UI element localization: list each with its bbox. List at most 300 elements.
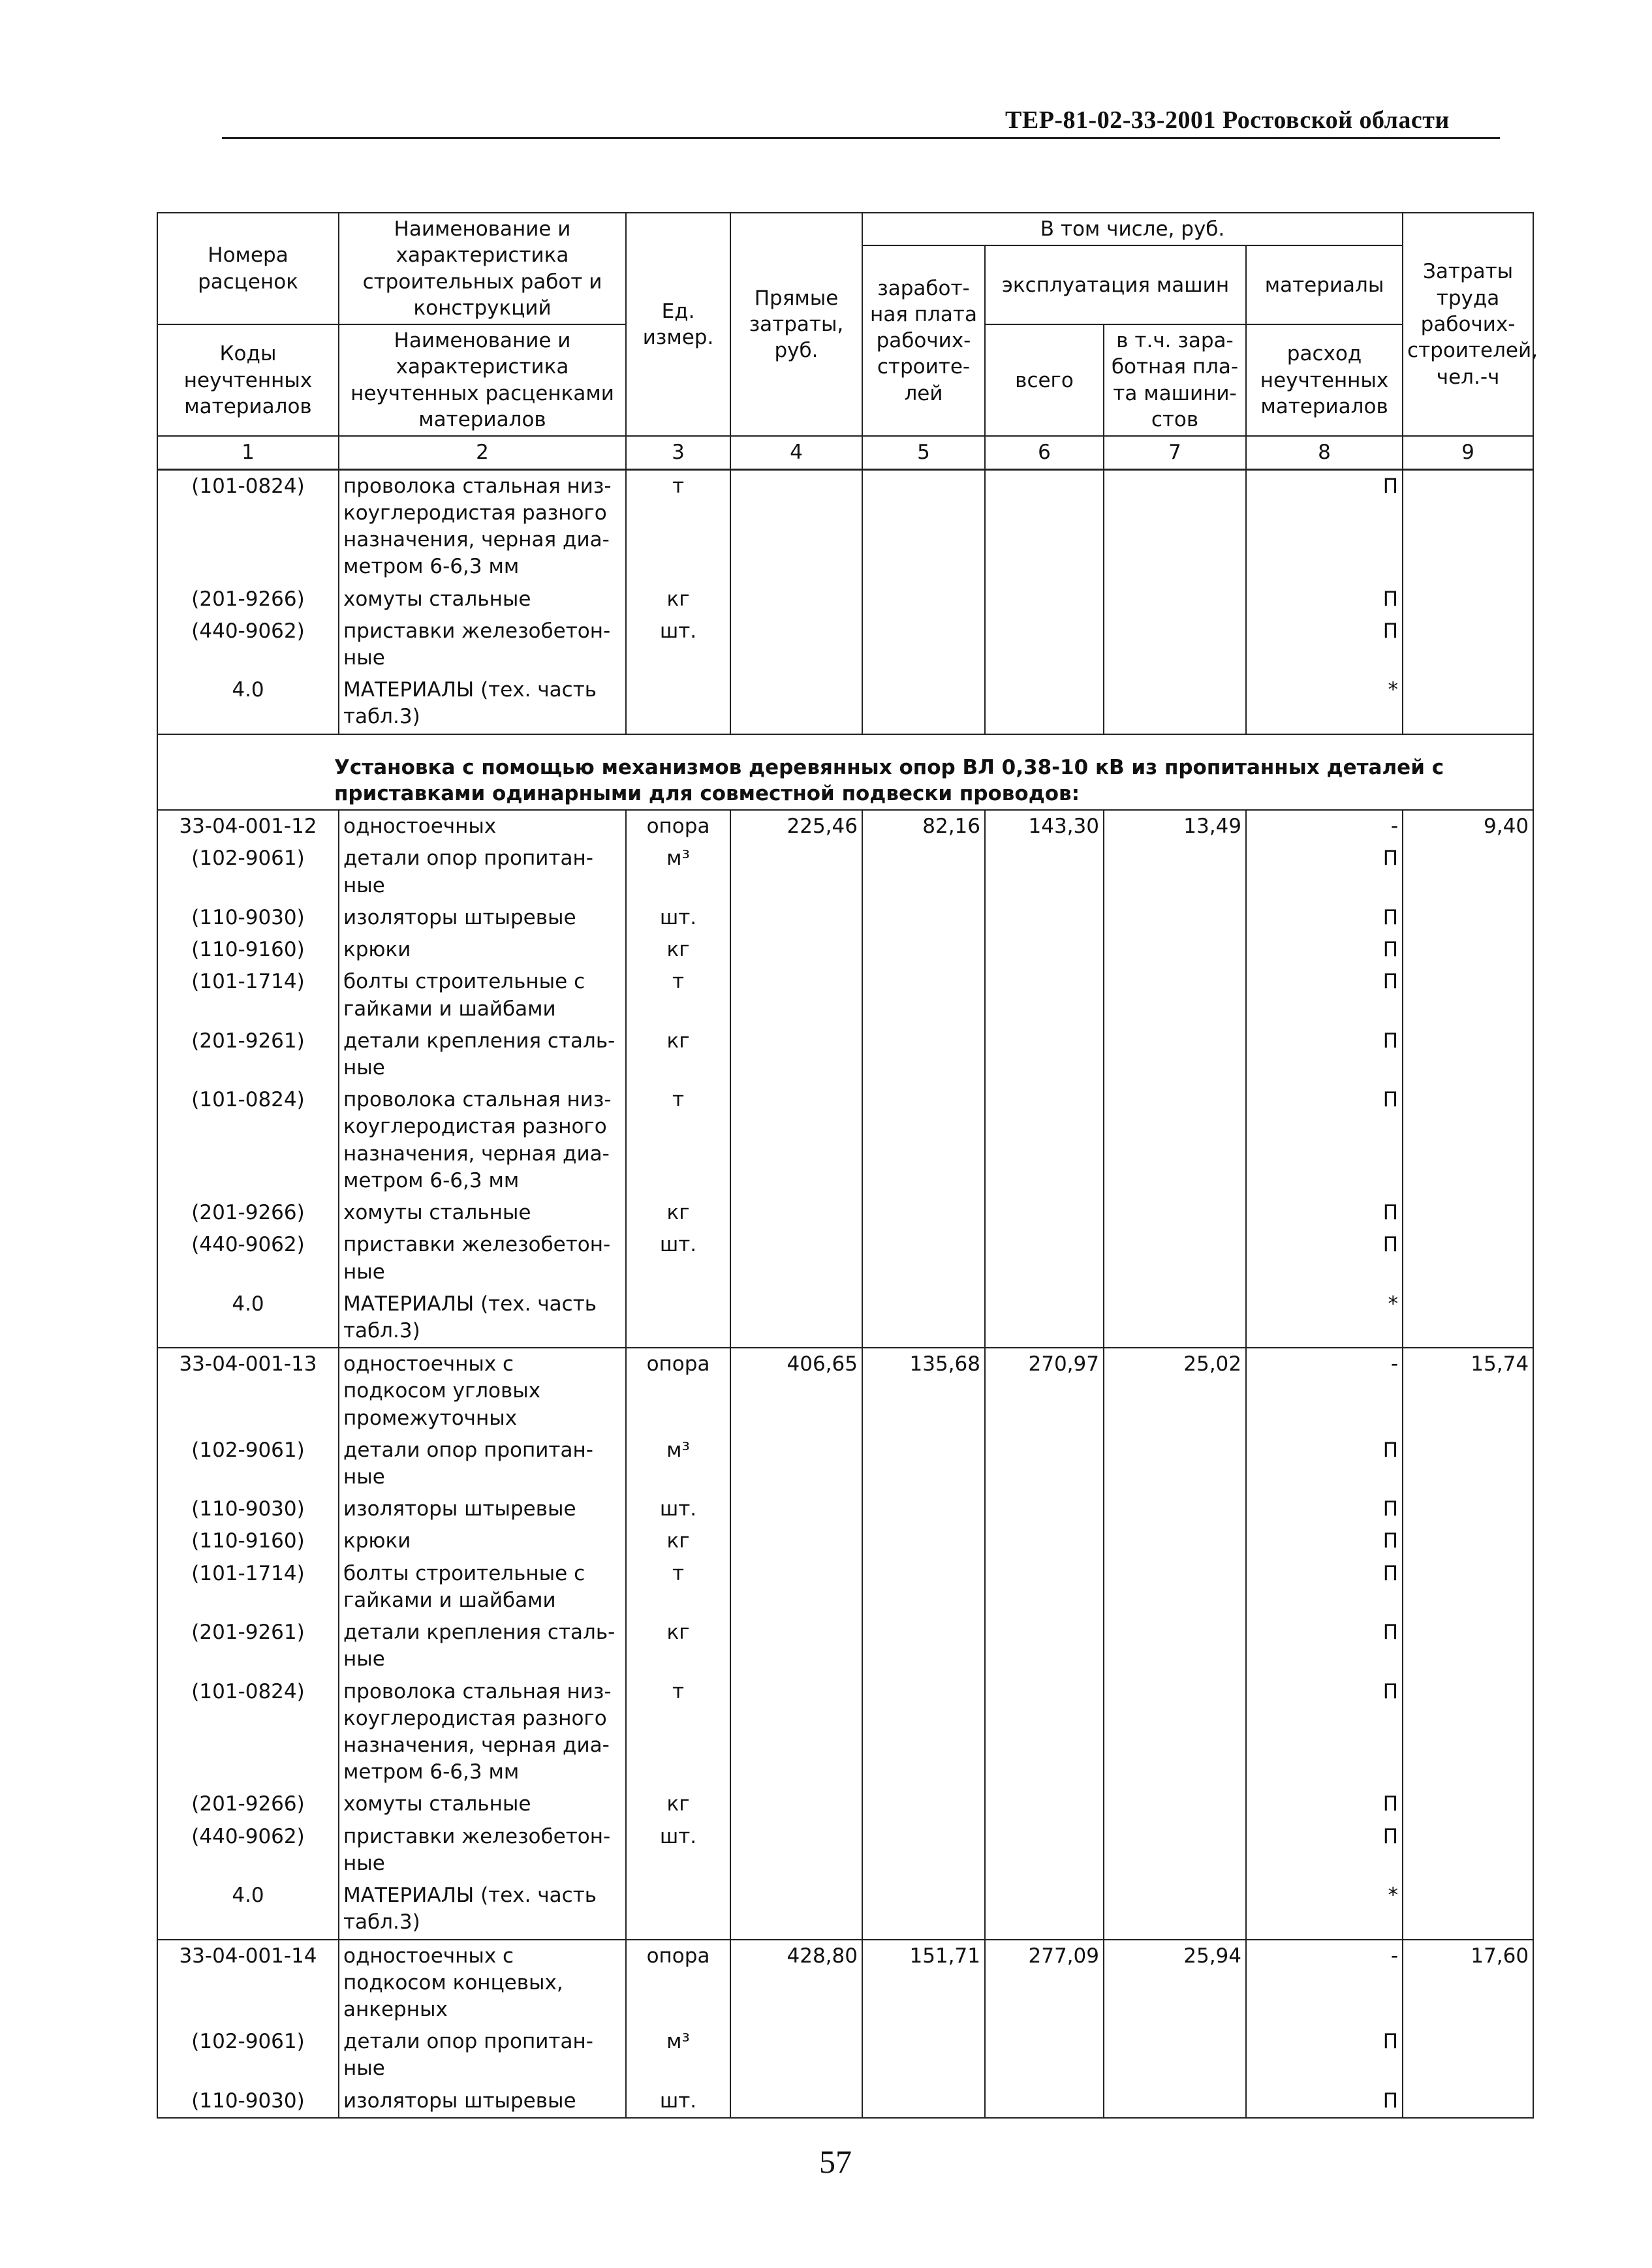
empty-cell [985, 1788, 1104, 1820]
empty-cell [985, 1229, 1104, 1288]
rate-code: 33-04-001-14 [157, 1940, 339, 2027]
material-name: изоляторы штыревые [339, 2085, 626, 2118]
running-head: ТЕР-81-02-33-2001 Ростовской области [1005, 106, 1450, 134]
material-row [157, 1084, 1533, 1197]
material-code: (102-9061) [157, 843, 339, 901]
empty-cell [1104, 843, 1246, 901]
page-number: 57 [819, 2143, 852, 2180]
material-unit: кг [626, 1025, 730, 1084]
empty-cell [985, 1880, 1104, 1939]
labor-costs: 15,74 [1403, 1348, 1533, 1435]
material-mark: П [1246, 1788, 1403, 1820]
material-row [157, 1558, 1533, 1617]
empty-cell [1104, 469, 1246, 583]
column-number: 7 [1104, 436, 1246, 469]
material-unit: шт. [626, 2085, 730, 2118]
empty-cell [985, 615, 1104, 674]
empty-cell [985, 583, 1104, 615]
header-machines: эксплуатация машин [985, 245, 1246, 324]
machines-total: 270,97 [985, 1348, 1104, 1435]
rate-row [157, 1940, 1533, 2027]
material-row [157, 1197, 1533, 1229]
material-mark: П [1246, 1197, 1403, 1229]
material-name: детали опор пропитан-ные [339, 1435, 626, 1493]
material-mark: П [1246, 2085, 1403, 2118]
empty-cell [730, 1676, 862, 1789]
material-unit: кг [626, 1525, 730, 1557]
material-code: (201-9266) [157, 583, 339, 615]
empty-cell [1104, 1525, 1246, 1557]
labor-costs: 17,60 [1403, 1940, 1533, 2027]
empty-cell [862, 1025, 985, 1084]
empty-cell [1104, 1788, 1246, 1820]
empty-cell [985, 1493, 1104, 1525]
material-name: приставки железобетон-ные [339, 615, 626, 674]
material-code: (201-9261) [157, 1025, 339, 1084]
empty-cell [730, 469, 862, 583]
empty-cell [985, 1288, 1104, 1348]
empty-cell [1104, 1025, 1246, 1084]
empty-cell [1104, 583, 1246, 615]
empty-cell [862, 1084, 985, 1197]
empty-cell [985, 1197, 1104, 1229]
material-name: изоляторы штыревые [339, 902, 626, 934]
material-code: (440-9062) [157, 1821, 339, 1880]
material-unit: кг [626, 934, 730, 966]
column-number: 6 [985, 436, 1104, 469]
empty-cell [862, 1435, 985, 1493]
empty-cell [985, 1525, 1104, 1557]
material-unit: м³ [626, 843, 730, 901]
material-code: (110-9030) [157, 902, 339, 934]
material-name: болты строительные с гайками и шайбами [339, 1558, 626, 1617]
empty-cell [862, 1525, 985, 1557]
material-mark: П [1246, 583, 1403, 615]
material-code: 4.0 [157, 1288, 339, 1348]
worker-wages: 135,68 [862, 1348, 985, 1435]
material-unit: т [626, 966, 730, 1025]
material-code: (101-0824) [157, 1084, 339, 1197]
empty-cell [985, 1617, 1104, 1675]
header-name-top: Наименование и характеристика строительных работ и конструкций [339, 213, 626, 324]
material-mark: * [1246, 1880, 1403, 1939]
empty-cell [1403, 1821, 1533, 1880]
column-number: 5 [862, 436, 985, 469]
empty-cell [862, 1558, 985, 1617]
material-name: приставки железобетон-ные [339, 1229, 626, 1288]
empty-cell [1403, 2085, 1533, 2118]
empty-cell [1104, 1493, 1246, 1525]
empty-cell [1104, 966, 1246, 1025]
empty-cell [1403, 615, 1533, 674]
empty-cell [1403, 469, 1533, 583]
empty-cell [730, 615, 862, 674]
empty-cell [862, 1617, 985, 1675]
empty-cell [1403, 1435, 1533, 1493]
material-mark: П [1246, 469, 1403, 583]
empty-cell [730, 843, 862, 901]
empty-cell [1403, 1288, 1533, 1348]
empty-cell [1104, 1197, 1246, 1229]
material-row [157, 1676, 1533, 1789]
material-row [157, 469, 1533, 583]
empty-cell [730, 1880, 862, 1939]
material-code: (101-0824) [157, 1676, 339, 1789]
empty-cell [1104, 902, 1246, 934]
labor-costs: 9,40 [1403, 810, 1533, 843]
material-name: болты строительные с гайками и шайбами [339, 966, 626, 1025]
empty-cell [730, 934, 862, 966]
machines-total: 143,30 [985, 810, 1104, 843]
material-row [157, 1821, 1533, 1880]
empty-cell [1104, 674, 1246, 734]
material-name: детали опор пропитан-ные [339, 843, 626, 901]
header-materials: материалы [1246, 245, 1403, 324]
empty-cell [1403, 934, 1533, 966]
material-code: (102-9061) [157, 1435, 339, 1493]
material-mark: П [1246, 615, 1403, 674]
material-row [157, 1288, 1533, 1348]
material-name: МАТЕРИАЛЫ (тех. часть табл.3) [339, 1288, 626, 1348]
machinist-wages: 25,94 [1104, 1940, 1246, 2027]
material-name: детали крепления сталь-ные [339, 1025, 626, 1084]
empty-cell [1403, 1025, 1533, 1084]
material-code: (110-9160) [157, 1525, 339, 1557]
empty-cell [862, 1197, 985, 1229]
empty-cell [985, 902, 1104, 934]
empty-cell [730, 1493, 862, 1525]
empty-cell [730, 2085, 862, 2118]
rate-name: одностоечных с подкосом концевых, анкерных [339, 1940, 626, 2027]
material-unit: т [626, 469, 730, 583]
empty-cell [730, 1229, 862, 1288]
material-row [157, 1435, 1533, 1493]
material-row [157, 1229, 1533, 1288]
column-numbers-row [157, 436, 1533, 469]
rate-name: одностоечных с подкосом угловых промежуточных [339, 1348, 626, 1435]
direct-costs: 428,80 [730, 1940, 862, 2027]
material-code: (102-9061) [157, 2026, 339, 2085]
empty-cell [1104, 1435, 1246, 1493]
empty-cell [730, 1617, 862, 1675]
empty-cell [1104, 1617, 1246, 1675]
material-row [157, 1617, 1533, 1675]
empty-cell [730, 1197, 862, 1229]
material-unit: кг [626, 1197, 730, 1229]
material-mark: П [1246, 1821, 1403, 1880]
empty-cell [1104, 1880, 1246, 1939]
empty-cell [862, 1493, 985, 1525]
column-number: 1 [157, 436, 339, 469]
empty-cell [1403, 1197, 1533, 1229]
empty-cell [985, 2085, 1104, 2118]
material-unit: кг [626, 583, 730, 615]
material-code: (110-9160) [157, 934, 339, 966]
material-unit: шт. [626, 1493, 730, 1525]
empty-cell [1403, 2026, 1533, 2085]
empty-cell [1403, 1558, 1533, 1617]
header-machines-wages: в т.ч. зара-ботная пла-та машини-стов [1104, 324, 1246, 436]
empty-cell [1403, 583, 1533, 615]
material-code: (201-9266) [157, 1197, 339, 1229]
section-title: Установка с помощью механизмов деревянных опор ВЛ 0,38-10 кВ из пропитанных деталей с приставками одинарными для совместной подвески проводов: [157, 734, 1533, 811]
machinist-wages: 25,02 [1104, 1348, 1246, 1435]
material-row [157, 1525, 1533, 1557]
empty-cell [1403, 1676, 1533, 1789]
empty-cell [730, 1821, 862, 1880]
material-unit: кг [626, 1617, 730, 1675]
empty-cell [1104, 1288, 1246, 1348]
material-code: (440-9062) [157, 615, 339, 674]
empty-cell [862, 966, 985, 1025]
table-header [157, 213, 1538, 469]
material-mark: П [1246, 1025, 1403, 1084]
empty-cell [862, 469, 985, 583]
empty-cell [1104, 1558, 1246, 1617]
rate-code: 33-04-001-12 [157, 810, 339, 843]
material-unit: м³ [626, 1435, 730, 1493]
direct-costs: 225,46 [730, 810, 862, 843]
rate-row [157, 1348, 1533, 1435]
empty-cell [730, 1788, 862, 1820]
material-name: хомуты стальные [339, 1788, 626, 1820]
material-row [157, 2026, 1533, 2085]
machines-total: 277,09 [985, 1940, 1104, 2027]
material-name: детали опор пропитан-ные [339, 2026, 626, 2085]
material-name: проволока стальная низ-коуглеродистая разного назначения, черная диа-метром 6-6,3 мм [339, 1676, 626, 1789]
empty-cell [862, 902, 985, 934]
header-materials-sub: расход неучтенных материалов [1246, 324, 1403, 436]
material-mark: П [1246, 966, 1403, 1025]
rate-row [157, 810, 1533, 843]
empty-cell [985, 469, 1104, 583]
material-mark: П [1246, 934, 1403, 966]
empty-cell [730, 966, 862, 1025]
empty-cell [1104, 1084, 1246, 1197]
machinist-wages: 13,49 [1104, 810, 1246, 843]
rate-unit: опора [626, 810, 730, 843]
header-machines-total: всего [985, 324, 1104, 436]
empty-cell [985, 1676, 1104, 1789]
column-number: 3 [626, 436, 730, 469]
material-name: хомуты стальные [339, 583, 626, 615]
material-name: крюки [339, 1525, 626, 1557]
section-title-row [157, 734, 1533, 811]
empty-cell [985, 966, 1104, 1025]
empty-cell [1403, 843, 1533, 901]
material-unit: шт. [626, 1821, 730, 1880]
header-codes-top: Номера расценок [157, 213, 339, 324]
empty-cell [730, 674, 862, 734]
table-body [157, 469, 1533, 2118]
header-codes-bottom: Коды неучтенных материалов [157, 324, 339, 436]
material-unit: шт. [626, 902, 730, 934]
material-unit [626, 1880, 730, 1939]
material-unit [626, 1288, 730, 1348]
material-row [157, 1880, 1533, 1939]
empty-cell [1403, 1229, 1533, 1288]
material-name: проволока стальная низ-коуглеродистая разного назначения, черная диа-метром 6-6,3 мм [339, 469, 626, 583]
column-number: 4 [730, 436, 862, 469]
material-unit: т [626, 1558, 730, 1617]
material-code: 4.0 [157, 1880, 339, 1939]
empty-cell [862, 674, 985, 734]
material-row [157, 902, 1533, 934]
empty-cell [862, 1821, 985, 1880]
material-unit: кг [626, 1788, 730, 1820]
empty-cell [730, 1558, 862, 1617]
empty-cell [1403, 1493, 1533, 1525]
material-row [157, 934, 1533, 966]
material-unit [626, 674, 730, 734]
header-name-bottom: Наименование и характеристика неучтенных расценками материалов [339, 324, 626, 436]
empty-cell [985, 674, 1104, 734]
empty-cell [1403, 1617, 1533, 1675]
material-code: (110-9030) [157, 1493, 339, 1525]
empty-cell [985, 843, 1104, 901]
material-mark: П [1246, 902, 1403, 934]
materials-cost: - [1246, 810, 1403, 843]
material-unit: т [626, 1084, 730, 1197]
material-name: приставки железобетон-ные [339, 1821, 626, 1880]
empty-cell [1403, 674, 1533, 734]
empty-cell [1104, 1676, 1246, 1789]
empty-cell [1104, 615, 1246, 674]
material-unit: м³ [626, 2026, 730, 2085]
material-mark: * [1246, 1288, 1403, 1348]
empty-cell [1403, 902, 1533, 934]
empty-cell [1403, 1525, 1533, 1557]
empty-cell [1104, 2085, 1246, 2118]
material-code: (201-9261) [157, 1617, 339, 1675]
material-mark: П [1246, 2026, 1403, 2085]
header-unit: Ед. измер. [626, 213, 730, 436]
material-row [157, 583, 1533, 615]
material-name: крюки [339, 934, 626, 966]
empty-cell [985, 2026, 1104, 2085]
material-code: 4.0 [157, 674, 339, 734]
material-row [157, 2085, 1533, 2118]
material-row [157, 1025, 1533, 1084]
material-mark: П [1246, 1617, 1403, 1675]
materials-cost: - [1246, 1348, 1403, 1435]
empty-cell [985, 1558, 1104, 1617]
empty-cell [862, 615, 985, 674]
empty-cell [1104, 1229, 1246, 1288]
empty-cell [1104, 1821, 1246, 1880]
material-row [157, 1788, 1533, 1820]
material-mark: * [1246, 674, 1403, 734]
header-including: В том числе, руб. [862, 213, 1403, 245]
material-mark: П [1246, 1435, 1403, 1493]
rate-code: 33-04-001-13 [157, 1348, 339, 1435]
material-name: МАТЕРИАЛЫ (тех. часть табл.3) [339, 674, 626, 734]
material-mark: П [1246, 1558, 1403, 1617]
material-name: изоляторы штыревые [339, 1493, 626, 1525]
material-code: (110-9030) [157, 2085, 339, 2118]
empty-cell [1403, 966, 1533, 1025]
material-row [157, 1493, 1533, 1525]
material-row [157, 843, 1533, 901]
material-mark: П [1246, 1084, 1403, 1197]
empty-cell [862, 1788, 985, 1820]
empty-cell [730, 583, 862, 615]
empty-cell [730, 1084, 862, 1197]
empty-cell [985, 1084, 1104, 1197]
empty-cell [1104, 934, 1246, 966]
material-row [157, 966, 1533, 1025]
material-name: МАТЕРИАЛЫ (тех. часть табл.3) [339, 1880, 626, 1939]
empty-cell [862, 1880, 985, 1939]
empty-cell [862, 583, 985, 615]
empty-cell [862, 843, 985, 901]
empty-cell [730, 1288, 862, 1348]
material-unit: шт. [626, 615, 730, 674]
rate-name: одностоечных [339, 810, 626, 843]
empty-cell [985, 1435, 1104, 1493]
material-code: (101-0824) [157, 469, 339, 583]
material-unit: шт. [626, 1229, 730, 1288]
material-code: (101-1714) [157, 966, 339, 1025]
empty-cell [985, 1821, 1104, 1880]
empty-cell [730, 902, 862, 934]
empty-cell [862, 2026, 985, 2085]
worker-wages: 151,71 [862, 1940, 985, 2027]
empty-cell [1104, 2026, 1246, 2085]
empty-cell [985, 934, 1104, 966]
empty-cell [862, 1229, 985, 1288]
materials-cost: - [1246, 1940, 1403, 2027]
direct-costs: 406,65 [730, 1348, 862, 1435]
material-code: (101-1714) [157, 1558, 339, 1617]
material-row [157, 674, 1533, 734]
material-name: хомуты стальные [339, 1197, 626, 1229]
empty-cell [985, 1025, 1104, 1084]
rate-unit: опора [626, 1348, 730, 1435]
header-direct-costs: Прямые затраты, руб. [730, 213, 862, 436]
empty-cell [862, 1288, 985, 1348]
column-number: 9 [1403, 436, 1533, 469]
empty-cell [1403, 1880, 1533, 1939]
header-wages: заработ-ная плата рабочих-строите-лей [862, 245, 985, 436]
material-name: проволока стальная низ-коуглеродистая разного назначения, черная диа-метром 6-6,3 мм [339, 1084, 626, 1197]
empty-cell [1403, 1788, 1533, 1820]
worker-wages: 82,16 [862, 810, 985, 843]
material-mark: П [1246, 1493, 1403, 1525]
material-name: детали крепления сталь-ные [339, 1617, 626, 1675]
material-code: (201-9266) [157, 1788, 339, 1820]
material-mark: П [1246, 1676, 1403, 1789]
material-mark: П [1246, 843, 1403, 901]
material-row [157, 615, 1533, 674]
empty-cell [730, 2026, 862, 2085]
rate-unit: опора [626, 1940, 730, 2027]
empty-cell [730, 1435, 862, 1493]
material-mark: П [1246, 1229, 1403, 1288]
material-mark: П [1246, 1525, 1403, 1557]
empty-cell [730, 1525, 862, 1557]
empty-cell [862, 934, 985, 966]
column-number: 8 [1246, 436, 1403, 469]
empty-cell [862, 2085, 985, 2118]
empty-cell [730, 1025, 862, 1084]
column-number: 2 [339, 436, 626, 469]
header-rule [222, 137, 1500, 139]
material-unit: т [626, 1676, 730, 1789]
empty-cell [862, 1676, 985, 1789]
material-code: (440-9062) [157, 1229, 339, 1288]
empty-cell [1403, 1084, 1533, 1197]
